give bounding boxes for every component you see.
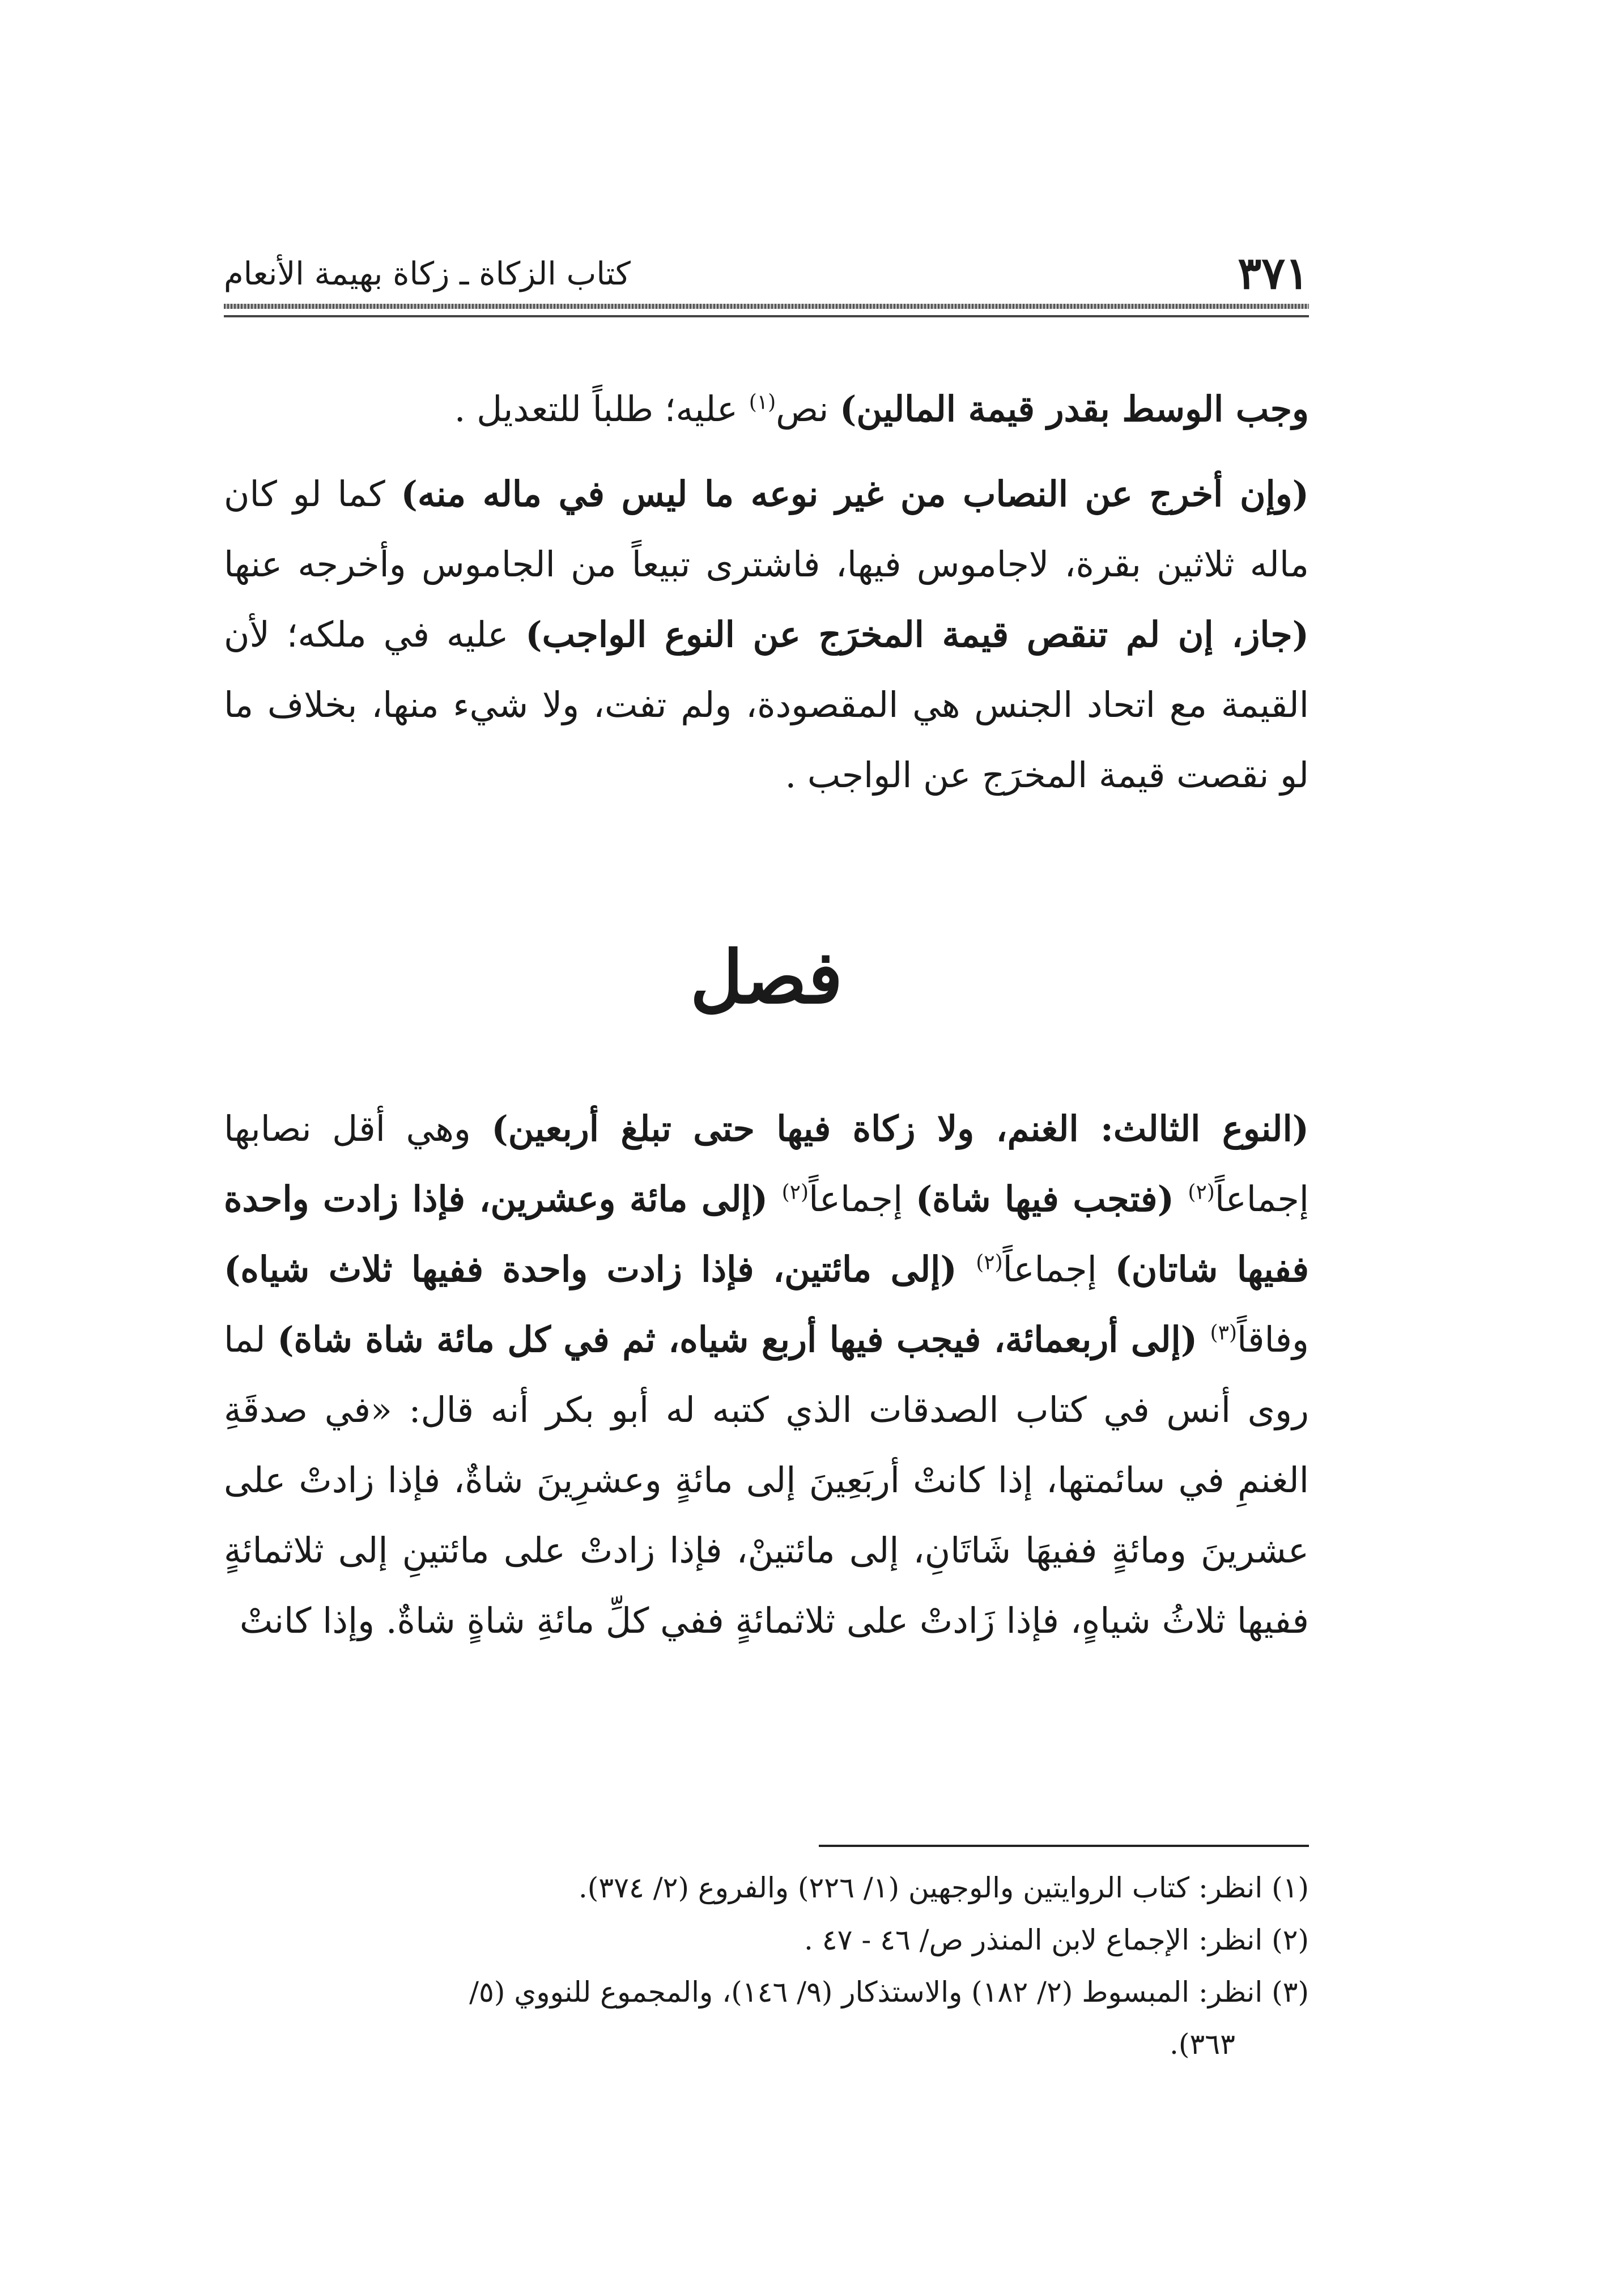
body-text-bottom <box>224 1094 1309 1656</box>
footnotes <box>224 1862 1309 2070</box>
footnote-ref: (١) <box>749 390 776 414</box>
paragraph-3: (النوع الثالث: الغنم، ولا زكاة فيها حتى تبلغ أربعين) وهي أقل نصابها إجماعاً$^{(٢)}$ (فتجب فيها شاة) إجماعاً$^{(٢)}$ (إلى مائة وعشرين، فإذا زادت واحدة ففيها شاتان) إجماعاً$^{(٢)}$ (إلى مائتين، فإذا زادت واحدة ففيها ثلاث شياه) وفاقاً$^{(٣)}$ (إلى أربعمائة، فيجب فيها أربع شياه، ثم في كل مائة شاة شاة) لما روى أنس في كتاب الصدقات الذي كتبه له أبو بكر أنه قال: «في صدقَةِ الغنمِ في سائمتها، إذا كانتْ أربَعِينَ إلى مائةٍ وعشرِينَ شاةٌ، فإذا زادتْ على عشرينَ ومائةٍ ففيهَا شَاتَانِ، إلى مائتينْ، فإذا زادتْ على مائتينِ إلى ثلاثمائةٍ ففيها ثلاثُ شياهٍ، فإذا زَادتْ على ثلاثمائةٍ ففي كلِّ مائةِ شاةٍ شاةٌ. وإذا كانتْ <box>224 1108 1310 1641</box>
header-rule-solid <box>224 315 1309 317</box>
paragraph-1: وجب الوسط بقدر قيمة المالين) نص$^{(١)}$ عليه؛ طلباً للتعديل . <box>454 388 1309 430</box>
footnote-2: (٢) انظر: الإجماع لابن المنذر ص/ ٤٦ - ٤٧ . <box>804 1923 1309 1956</box>
chapter-title: كتاب الزكاة ـ زكاة بهيمة الأنعام <box>224 256 631 292</box>
paragraph-2: (وإن أخرج عن النصاب من غير نوعه ما ليس في ماله منه) كما لو كان ماله ثلاثين بقرة، لاجاموس فيها، فاشترى تبيعاً من الجاموس وأخرجه عنها (جاز، إن لم تنقص قيمة المخرَج عن النوع الواجب) عليه في ملكه؛ لأن القيمة مع اتحاد الجنس هي المقصودة، ولم تفت، ولا شيء منها، بخلاف ما لو نقصت قيمة المخرَج عن الواجب . <box>224 473 1310 796</box>
running-header <box>224 248 1309 299</box>
page-number: ٣٧١ <box>1238 248 1309 299</box>
footnote-ref: (٢) <box>781 1181 809 1204</box>
footnote-3-continuation: ٣٦٣). <box>1170 2028 1235 2061</box>
body-text-top <box>224 374 1309 810</box>
footnote-3: (٣) انظر: المبسوط (٢/ ١٨٢) والاستذكار (٩/ ١٤٦)، والمجموع للنووي (٥/ <box>469 1976 1309 2009</box>
section-heading: فصل <box>690 935 843 1020</box>
footnote-separator <box>819 1845 1309 1847</box>
footnote-1: (١) انظر: كتاب الروايتين والوجهين (١/ ٢٢٦) والفروع (٢/ ٣٧٤). <box>578 1871 1309 1904</box>
footnote-ref: (٢) <box>976 1251 1003 1275</box>
footnote-ref: (٣) <box>1210 1321 1237 1345</box>
footnote-ref: (٢) <box>1188 1181 1215 1204</box>
header-rule-hatched <box>224 304 1309 309</box>
